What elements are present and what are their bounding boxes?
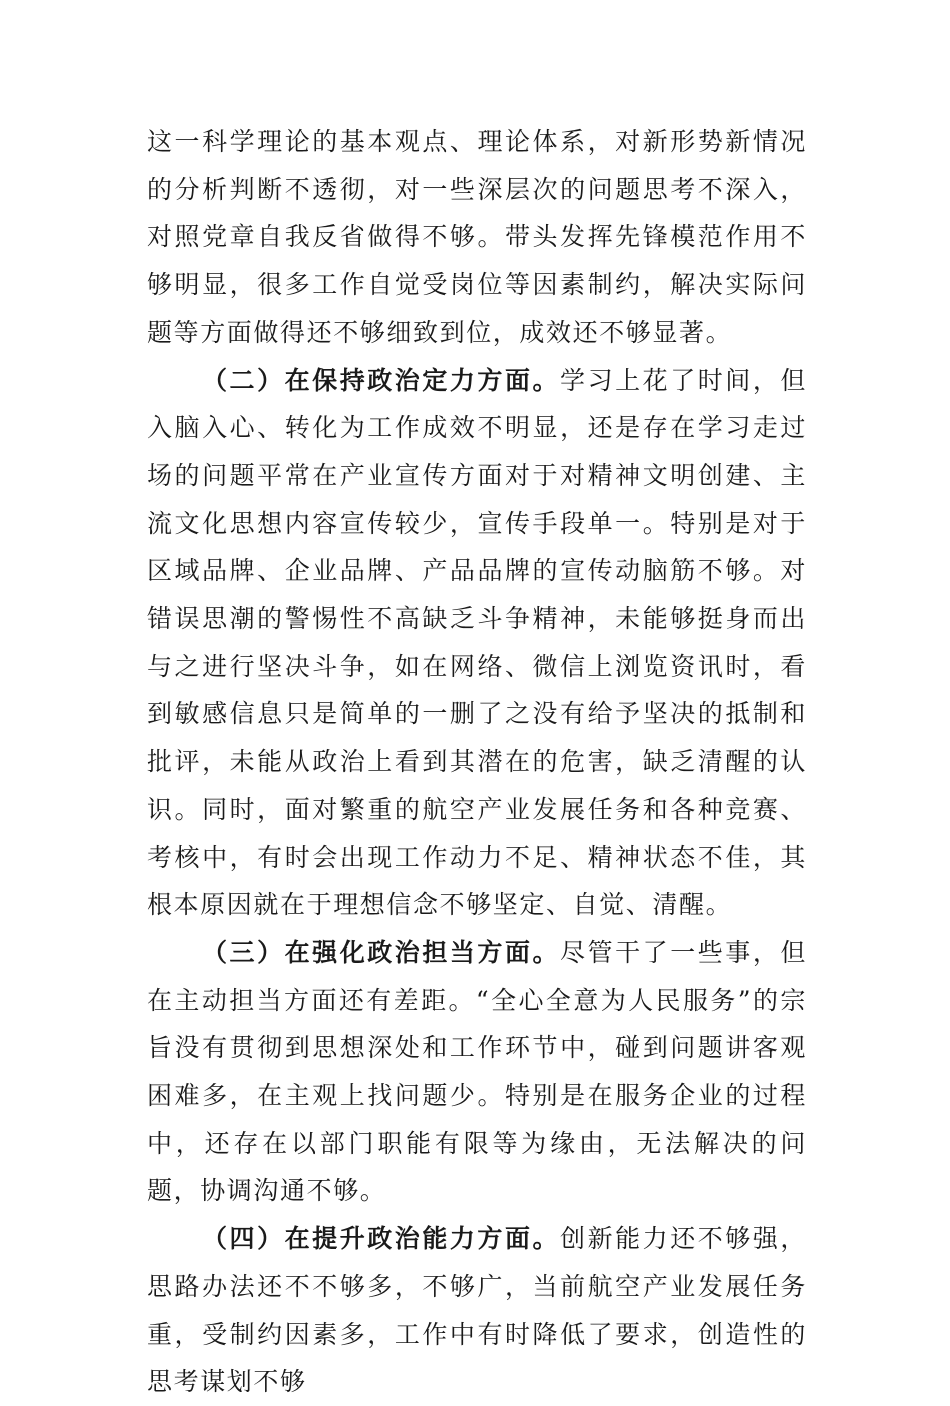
paragraph-political-capability: [147, 1215, 807, 1406]
paragraph-political-stability: [147, 357, 807, 929]
paragraph-4-body: 创新能力还不够强，思路办法还不不够多，不够广，当前航空产业发展任务重，受制约因素多，工作中有时降低了要求，创造性的思考谋划不够: [147, 1224, 807, 1397]
paragraph-2-heading: （二）在保持政治定力方面。: [202, 365, 561, 395]
paragraph-1-body: 这一科学理论的基本观点、理论体系，对新形势新情况的分析判断不透彻，对一些深层次的问题思考不深入，对照党章自我反省做得不够。带头发挥先锋模范作用不够明显，很多工作自觉受岗位等因素制约，解决实际问题等方面做得还不够细致到位，成效还不够显著。: [147, 127, 807, 347]
paragraph-3-body: 尽管干了一些事，但在主动担当方面还有差距。“全心全意为人民服务”的宗旨没有贯彻到思想深处和工作环节中，碰到问题讲客观困难多，在主观上找问题少。特别是在服务企业的过程中，还存在以部门职能有限等为缘由，无法解决的问题，协调沟通不够。: [147, 937, 807, 1206]
paragraph-3-heading: （三）在强化政治担当方面。: [202, 937, 561, 967]
paragraph-4-heading: （四）在提升政治能力方面。: [202, 1224, 561, 1254]
document-page: [147, 118, 807, 1406]
paragraph-political-responsibility: [147, 929, 807, 1215]
paragraph-2-body: 学习上花了时间，但入脑入心、转化为工作成效不明显，还是存在学习走过场的问题平常在产业宣传方面对于对精神文明创建、主流文化思想内容宣传较少，宣传手段单一。特别是对于区域品牌、企业品牌、产品品牌的宣传动脑筋不够。对错误思潮的警惕性不高缺乏斗争精神，未能够挺身而出与之进行坚决斗争，如在网络、微信上浏览资讯时，看到敏感信息只是简单的一删了之没有给予坚决的抵制和批评，未能从政治上看到其潜在的危害，缺乏清醒的认识。同时，面对繁重的航空产业发展任务和各种竞赛、考核中，有时会出现工作动力不足、精神状态不佳，其根本原因就在于理想信念不够坚定、自觉、清醒。: [147, 365, 807, 920]
paragraph-continuation: [147, 118, 807, 357]
